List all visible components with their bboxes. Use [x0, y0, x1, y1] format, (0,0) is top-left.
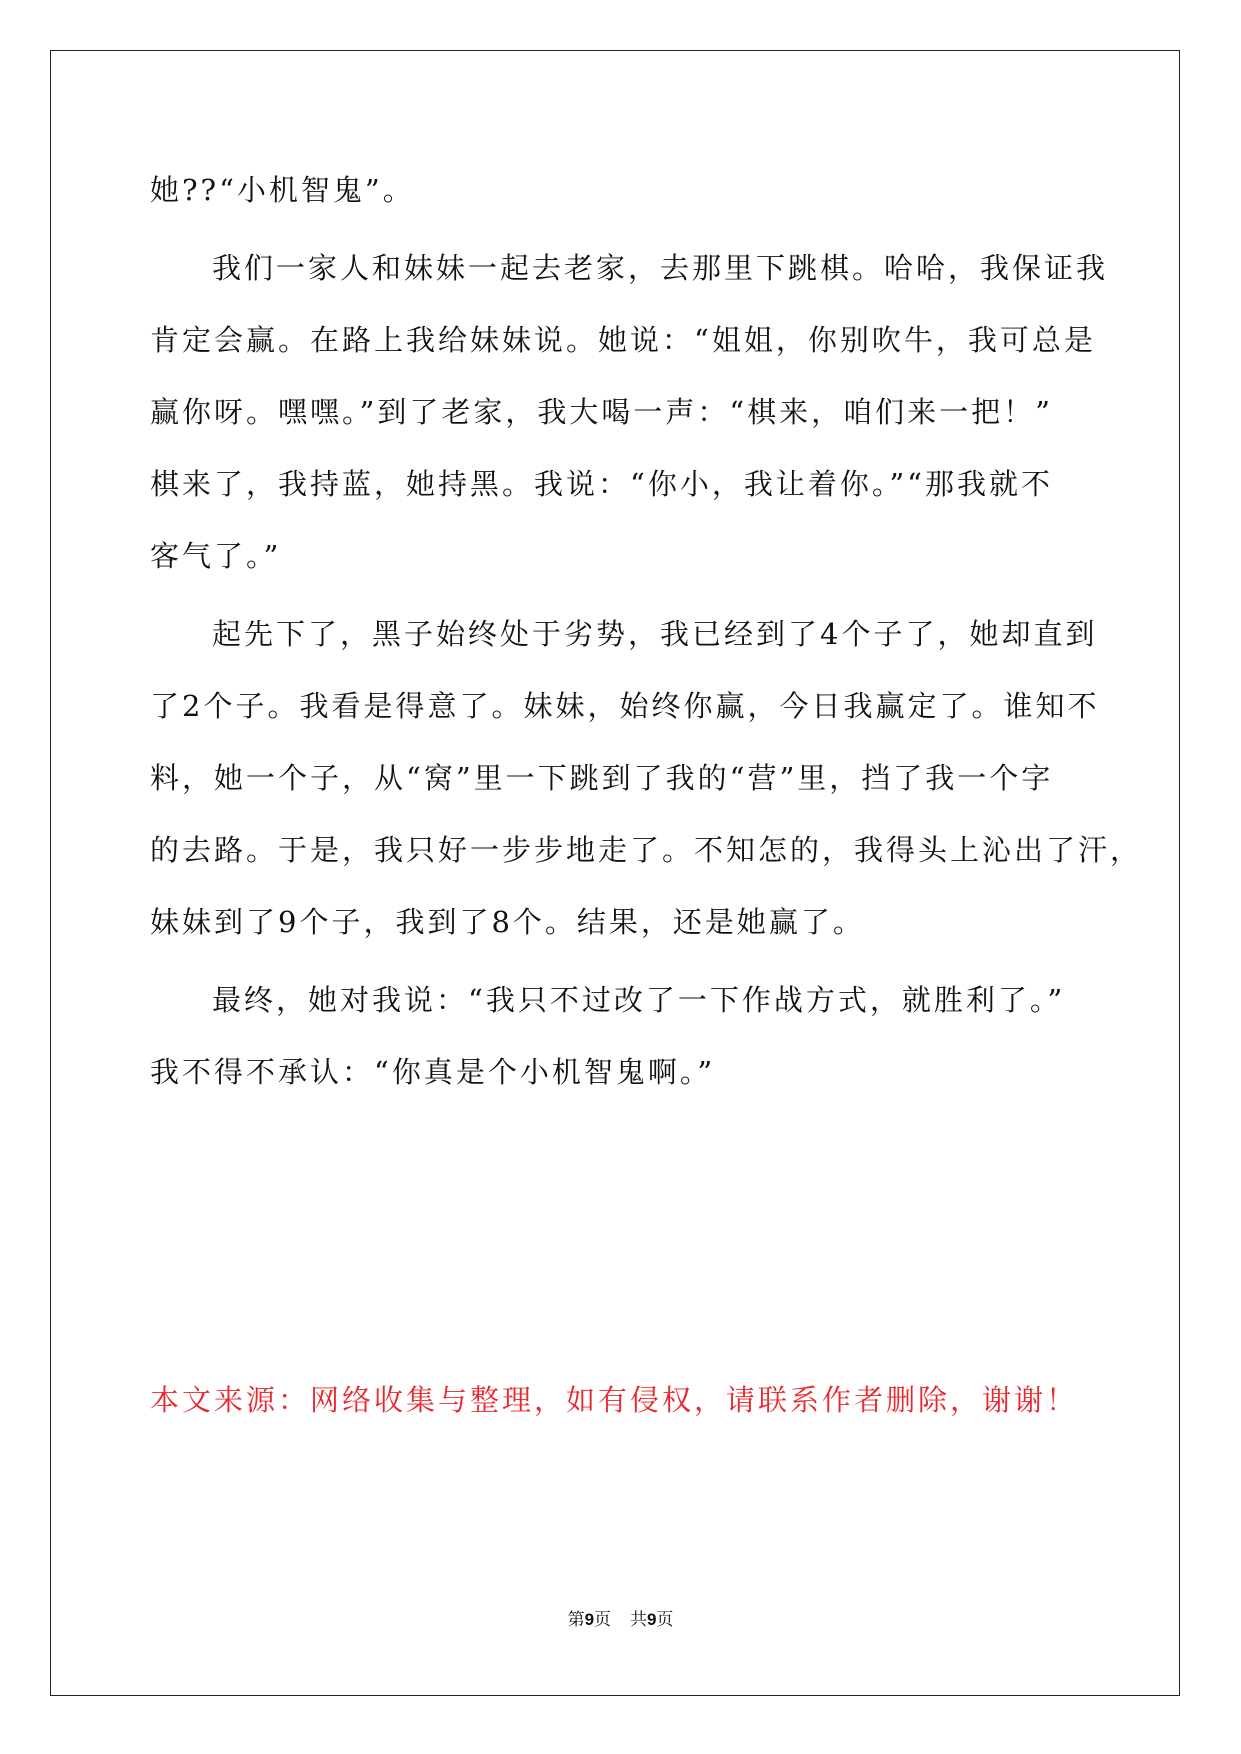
paragraph-start-line: 最终，她对我说：“我只不过改了一下作战方式，就胜利了。”: [212, 983, 1066, 1017]
body-line: 的去路。于是，我只好一步步地走了。不知怎的，我得头上沁出了汗，: [150, 833, 1143, 867]
paragraph-start-line: 起先下了，黑子始终处于劣势，我已经到了4个子了，她却直到: [212, 617, 1098, 651]
body-line: 她??“小机智鬼”。: [150, 173, 415, 207]
body-line: 赢你呀。嘿嘿。”到了老家，我大喝一声：“棋来，咱们来一把！”: [150, 395, 1053, 429]
body-line: 我不得不承认：“你真是个小机智鬼啊。”: [150, 1055, 716, 1089]
body-line: 肯定会赢。在路上我给妹妹说。她说：“姐姐，你别吹牛，我可总是: [150, 323, 1096, 357]
page-border: [50, 50, 1180, 1696]
body-line: 妹妹到了9个子，我到了8个。结果，还是她赢了。: [150, 905, 865, 939]
body-line: 客气了。”: [150, 539, 282, 573]
body-line: 棋来了，我持蓝，她持黑。我说：“你小，我让着你。”“那我就不: [150, 467, 1053, 501]
page-footer: [0, 1605, 1241, 1630]
footer-prefix: 第: [567, 1610, 585, 1629]
footer-total-unit: 页: [656, 1610, 674, 1629]
body-line: 料，她一个子，从“窝”里一下跳到了我的“营”里，挡了我一个字: [150, 761, 1054, 795]
body-line: 了2个子。我看是得意了。妹妹，始终你赢，今日我赢定了。谁知不: [150, 689, 1100, 723]
footer-total-prefix: 共: [629, 1610, 647, 1629]
footer-page-unit: 页: [594, 1610, 612, 1629]
footer-page-number: 9: [584, 1610, 595, 1629]
footer-total-pages: 9: [646, 1610, 657, 1629]
paragraph-start-line: 我们一家人和妹妹一起去老家，去那里下跳棋。哈哈，我保证我: [212, 251, 1109, 285]
source-note: 本文来源：网络收集与整理，如有侵权，请联系作者删除，谢谢！: [150, 1383, 1079, 1417]
